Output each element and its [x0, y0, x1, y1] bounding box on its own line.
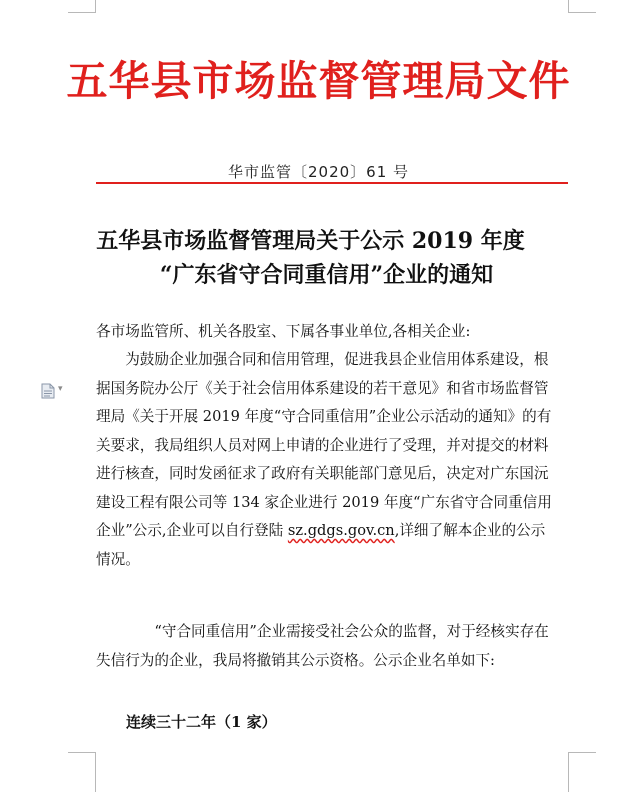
- crop-mark-bottom-left-h: [68, 752, 96, 753]
- paragraph-1-text: 为鼓励企业加强合同和信用管理，促进我县企业信用体系建设，根据国务院办公厅《关于社会信用体系建设的若干意见》和省市场监督管理局《关于开展 2019 年度“守合同重信用”企业公示活动的通知》的有关要求，我局组织人员对网上申请的企业进行了受理，并对提交的材料进行核查，同时发函征求了政府有关职能部门意见后，决定对广东国沅建设工程有限公司等 134 家企业进行 2019 年度“广东省守合同重信用企业”公示,企业可以自行登陆: [96, 351, 552, 539]
- issuer-header: 五华县市场监督管理局文件: [66, 57, 571, 105]
- crop-mark-bottom-right-h: [568, 752, 596, 753]
- crop-mark-bottom-left-v: [95, 752, 96, 792]
- document-note-icon[interactable]: [41, 383, 55, 399]
- paragraph-1-tail: ,详细了解本企业的公示情况。: [96, 522, 546, 568]
- document-number: 华市监管〔2020〕61 号: [227, 163, 410, 181]
- website-link[interactable]: sz.gdgs.gov.cn: [287, 522, 395, 539]
- crop-mark-top-right-h: [568, 12, 596, 13]
- paragraph-1: [96, 346, 556, 574]
- crop-mark-top-left-v: [95, 0, 96, 13]
- crop-mark-bottom-right-v: [568, 752, 569, 792]
- red-divider: [96, 182, 568, 184]
- salutation: 各市场监管所、机关各股室、下属各事业单位,各相关企业:: [96, 323, 471, 340]
- notice-title-line-1: 五华县市场监督管理局关于公示 2019 年度: [96, 228, 525, 254]
- chevron-down-icon[interactable]: ▾: [58, 384, 63, 394]
- crop-mark-top-left-h: [68, 12, 96, 13]
- notice-title-line-2: “广东省守合同重信用”企业的通知: [159, 262, 494, 288]
- paragraph-2: “守合同重信用”企业需接受社会公众的监督，对于经核实存在失信行为的企业，我局将撤销其公示资格。公示企业名单如下:: [96, 623, 549, 669]
- section-heading: 连续三十二年（1 家）: [126, 713, 277, 731]
- crop-mark-top-right-v: [568, 0, 569, 13]
